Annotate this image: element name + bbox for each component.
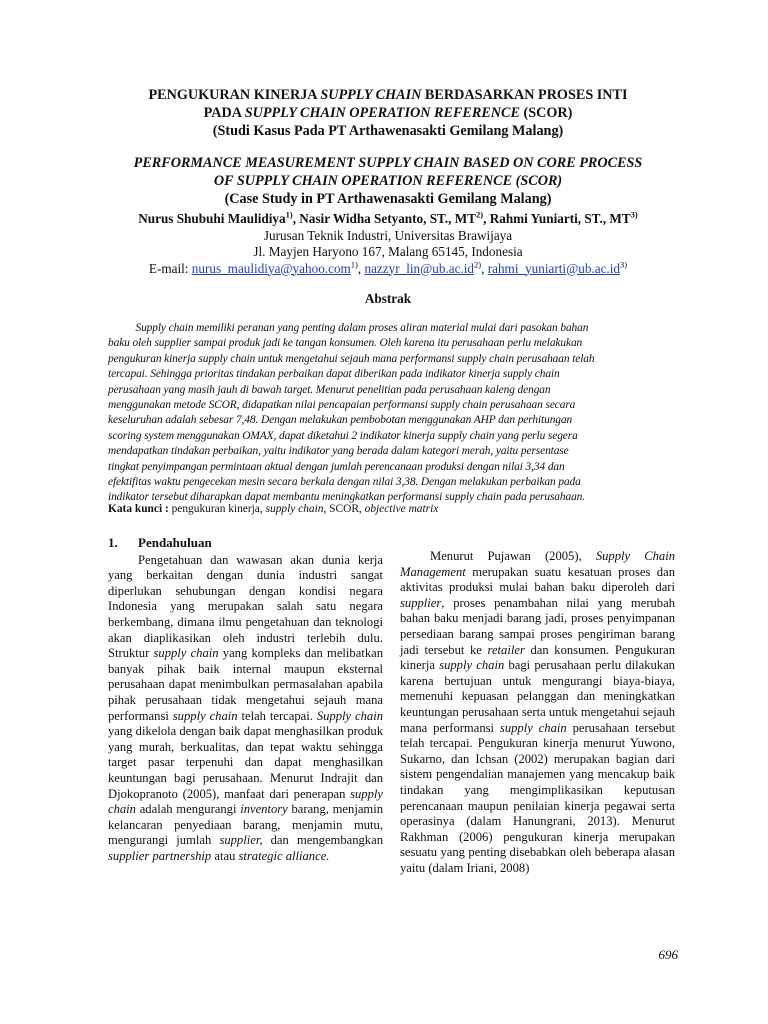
abstract-line: keseluruhan adalah sebesar 7,48. Dengan melakukan pembobotan menggunakan AHP dan perhitungan	[108, 414, 573, 427]
title-en-subtitle: (Case Study in PT Arthawenasakti Gemilang Malang)	[224, 191, 552, 207]
title-en-line1: PERFORMANCE MEASUREMENT SUPPLY CHAIN BASED ON CORE PROCESS	[133, 155, 643, 171]
title-id-subtitle: (Studi Kasus Pada PT Arthawenasakti Gemilang Malang)	[212, 123, 564, 139]
page-number: 696	[658, 947, 678, 962]
email-link-1[interactable]: nurus_maulidiya@yahoo.com	[191, 260, 351, 276]
title-id-line2: PADA SUPPLY CHAIN OPERATION REFERENCE (SCOR)	[203, 105, 573, 121]
author-names: Nurus Shubuhi Maulidiya$^{1)}$, Nasir Widha Setyanto, ST., MT$^{2)}$, Rahmi Yuniarti, ST., MT$^{3)}$	[138, 209, 638, 226]
abstract-line: perusahaan yang masih jauh di bawah target. Menurut penelitian pada perusahaan kaleng dengan	[108, 383, 551, 396]
section-heading: 1. Pendahuluan	[108, 535, 212, 550]
authors-block	[80, 211, 696, 277]
title-block	[80, 86, 696, 208]
abstract-line: indikator tersebut diharapkan dapat membantu meningkatkan performansi supply chain pada perusahaan.	[108, 491, 586, 504]
intro-paragraph: Pengetahuan dan wawasan akan dunia kerja yang berkaitan dengan dunia industri sangat diperlukan sehubungan dengan kondisi negara Indonesia yang merupakan salah satu negara berkembang, dimana ilmu pengetahuan dan teknologi akan diaplikasikan oleh industri terlebih dulu. Struktur supply chain yang kompleks dan melibatkan banyak pihak baik internal maupun eksternal perusahaan dapat menimbulkan permasalahan apabila pihak perusahaan tidak mengetahui sejauh mana performansi supply chain telah tercapai. Supply chain yang dikelola dengan baik dapat menghasilkan produk yang murah, berkualitas, dan tepat waktu sehingga target pasar terpenuhi dan dapat menghasilkan keuntungan bagi perusahaan. Menurut Indrajit dan Djokopranoto (2005), manfaat dari penerapan supply chain adalah mengurangi inventory barang, menjamin kelancaran penyediaan barang, menjamin mutu, mengurangi jumlah supplier, dan mengembangkan supplier partnership atau strategic alliance.	[108, 552, 384, 863]
email-line: E-mail: nurus_maulidiya@yahoo.com$^{1)}$, $nazzyr\_lin@ub.ac.id^{2)}$, $rahmi\_yuniarti@ub.ac.id^{3)}$	[148, 259, 628, 276]
email-link-3[interactable]: rahmi_yuniarti@ub.ac.id	[487, 260, 620, 276]
abstract-line: Supply chain memiliki peranan yang penting dalam proses aliran material mulai dari pasokan bahan	[108, 322, 589, 334]
address: Jl. Mayjen Haryono 167, Malang 65145, Indonesia	[253, 244, 523, 259]
keywords: Kata kunci : pengukuran kinerja, supply chain, SCOR, objective matrix	[108, 503, 439, 515]
abstract-line: baku oleh supplier sampai produk jadi ke tangan konsumen. Oleh karena itu perusahaan perlu melakukan	[108, 337, 583, 350]
abstract-line: tingkat penyimpangan permintaan aktual dengan jumlah perencanaan produksi dengan nilai 3,34 dan	[108, 460, 565, 473]
left-column	[108, 535, 383, 864]
abstract-heading: Abstrak	[364, 291, 412, 306]
right-column	[400, 549, 675, 876]
title-en-line2: OF SUPPLY CHAIN OPERATION REFERENCE (SCOR)	[213, 173, 563, 189]
abstract-line: menggunakan metode SCOR, didapatkan nilai pencapaian performansi supply chain perusahaan secara	[108, 399, 576, 412]
abstract-line: pengukuran kinerja supply chain untuk mengetahui sejauh mana performansi supply chain perusahaan telah	[108, 352, 595, 365]
email-link-2[interactable]: nazzyr_lin@ub.ac.id	[364, 260, 475, 276]
abstract-line: tercapai. Sehingga prioritas tindakan perbaikan dapat diberikan pada indikator kinerja supply chain	[108, 368, 560, 381]
affiliation: Jurusan Teknik Industri, Universitas Brawijaya	[263, 227, 513, 243]
abstract-line: efektifitas waktu pengecekan mesin secara berkala dengan nilai 3,38. Dengan melakukan perbaikan pada	[108, 476, 581, 489]
abstract-line: mendapatkan tindakan perbaikan, yaitu indikator yang berada dalam kategori merah, yaitu persentase	[108, 445, 569, 458]
abstract-line: scoring system menggunakan OMAX, dapat diketahui 2 indikator kinerja supply chain yang perlu segera	[108, 429, 578, 442]
title-id-line1: PENGUKURAN KINERJA SUPPLY CHAIN BERDASARKAN PROSES INTI	[148, 87, 628, 103]
abstract-body	[108, 321, 678, 506]
body-paragraph: Menurut Pujawan (2005), Supply Chain Management merupakan suatu kesatuan proses dan aktivitas produksi mulai bahan baku diperoleh dari supplier, proses penambahan nilai yang merubah bahan baku menjadi barang jadi, proses penyimpanan persediaan barang sampai proses pengiriman barang jadi tersebut ke retailer dan konsumen. Pengukuran kinerja supply chain bagi perusahaan perlu dilakukan karena bertujuan untuk mengurangi biaya-biaya, memenuhi kepuasan pelanggan dan meningkatkan keuntungan perusahaan serta untuk mengetahui sejauh mana performansi supply chain perusahaan tersebut telah tercapai. Pengukuran kinerja menurut Yuwono, Sukarno, dan Ichsan (2002) merupakan bagian dari sistem pengendalian manajemen yang mencakup baik tindakan yang mengimplikasikan keputusan perencanaan maupun penilaian kinerja pegawai serta operasinya (dalam Hanungrani, 2013). Menurut Rakhman (2006) pengukuran kinerja merupakan sesuatu yang penting disebabkan oleh beberapa alasan yaitu (dalam Iriani, 2008)	[400, 549, 675, 875]
